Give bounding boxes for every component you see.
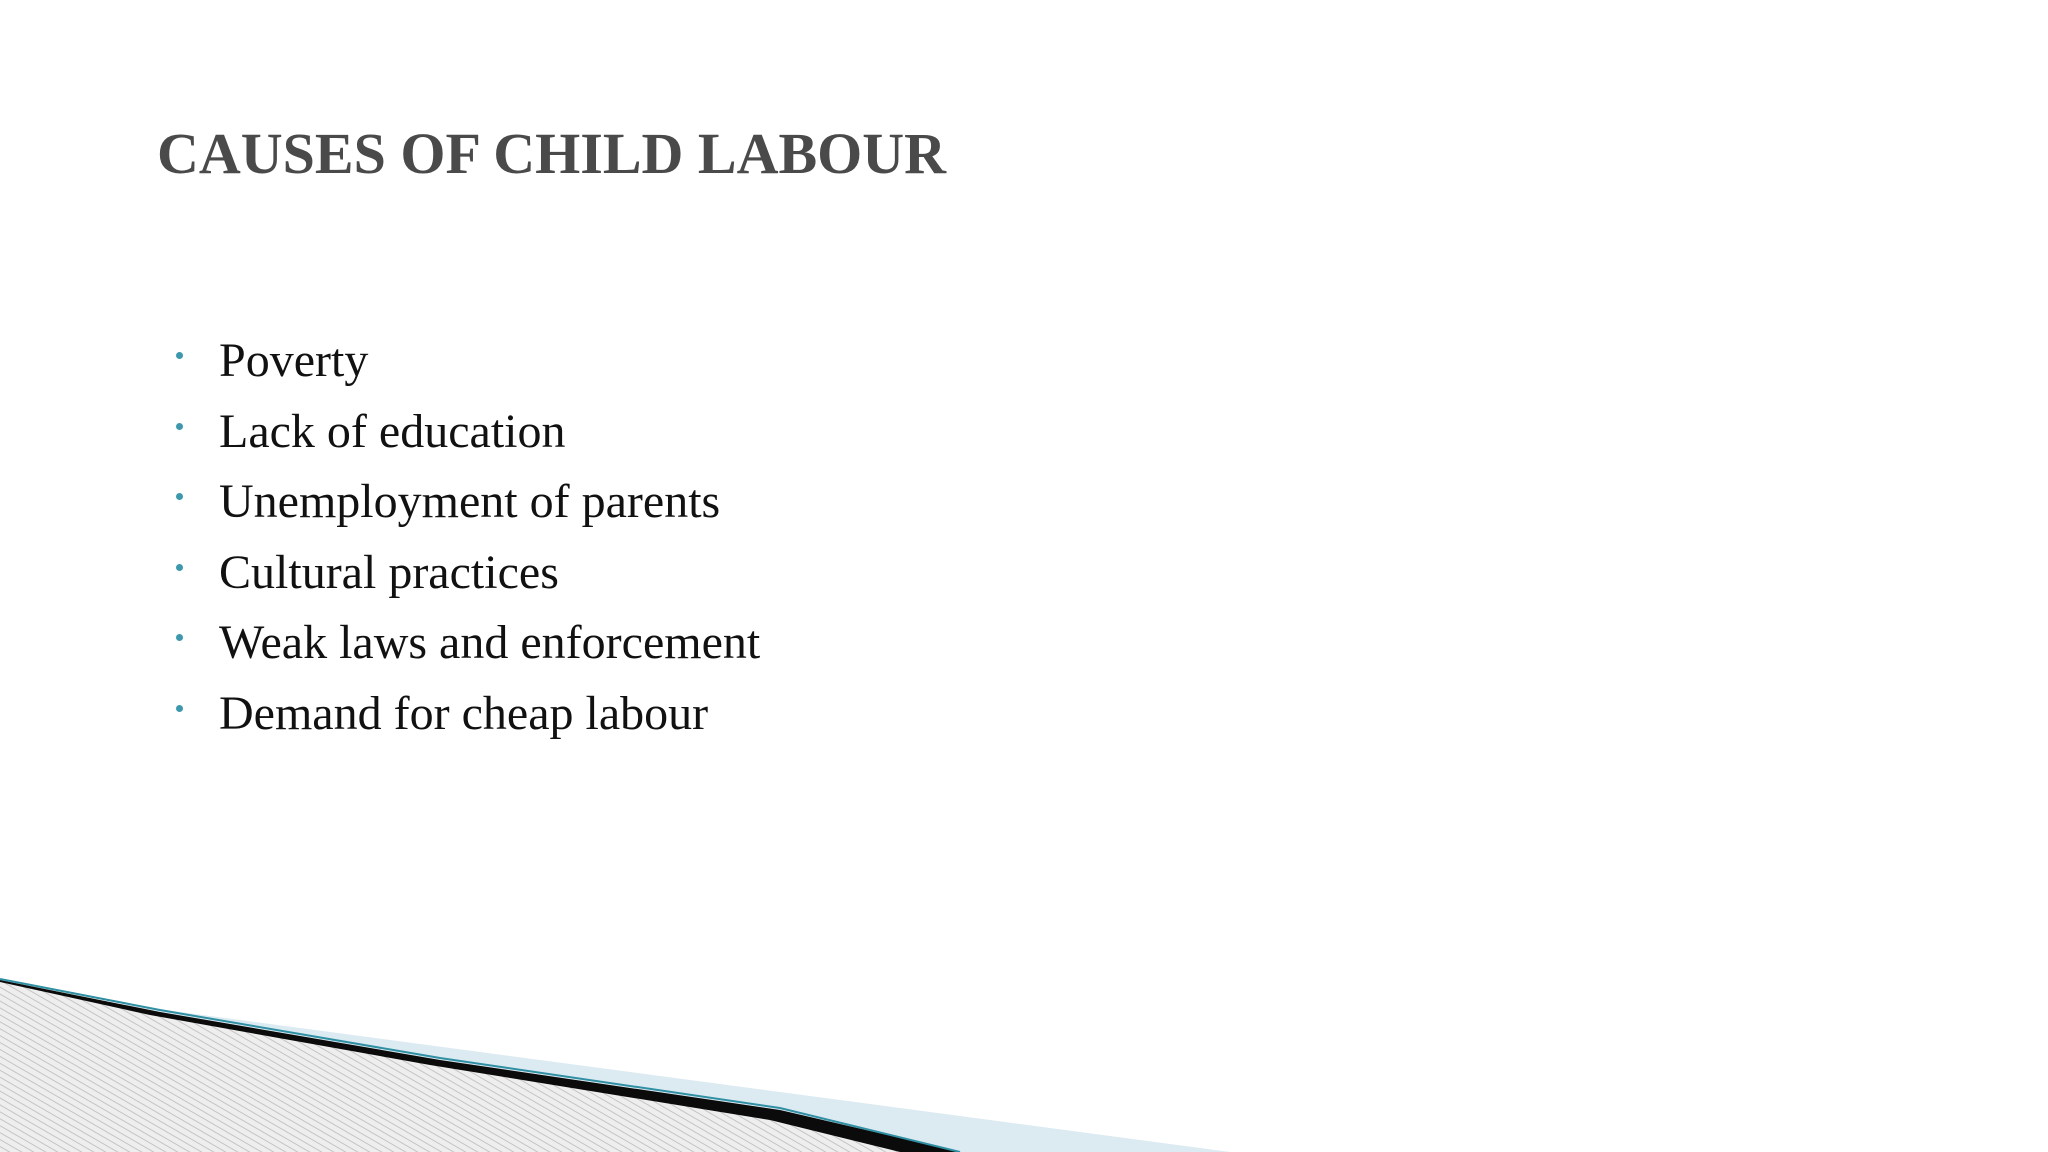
bullet-icon bbox=[176, 564, 183, 571]
bullet-text: Demand for cheap labour bbox=[219, 686, 709, 740]
bullet-icon bbox=[176, 352, 183, 359]
footer-decoration bbox=[0, 960, 2048, 1152]
bullet-text: Unemployment of parents bbox=[219, 475, 721, 528]
slide-title: CAUSES OF CHILD LABOUR bbox=[157, 121, 947, 186]
bullet-text: Poverty bbox=[219, 334, 369, 387]
bullet-icon bbox=[176, 493, 183, 500]
bullet-icon bbox=[176, 634, 183, 641]
bullet-text: Weak laws and enforcement bbox=[219, 616, 761, 669]
bullet-icon bbox=[176, 705, 183, 712]
bullet-icon bbox=[176, 423, 183, 430]
bullet-text: Lack of education bbox=[219, 404, 566, 458]
bullet-text: Cultural practices bbox=[219, 545, 559, 599]
